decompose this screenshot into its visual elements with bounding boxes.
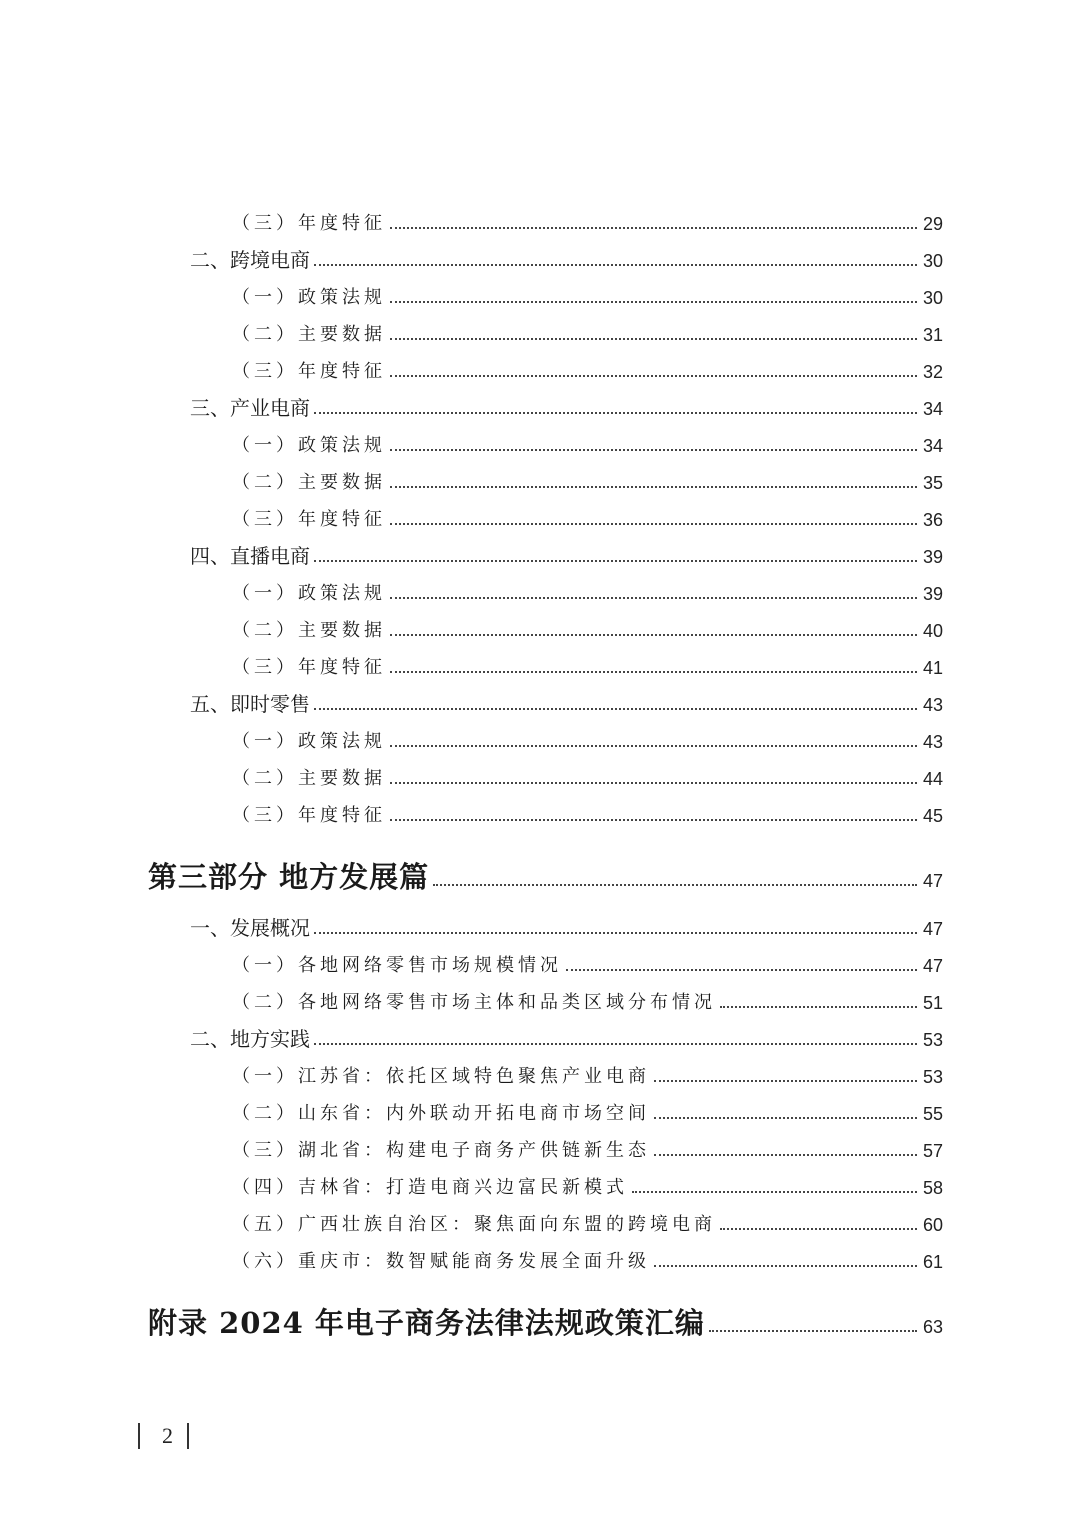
toc-entry-label: （四）吉林省：打造电商兴边富民新模式	[232, 1177, 628, 1198]
page-number: 2	[162, 1423, 173, 1448]
toc-dot-leader	[314, 412, 917, 414]
toc-subsection[interactable]	[232, 427, 943, 459]
toc-entry-page: 36	[922, 510, 943, 530]
toc-entry-label: （二）主要数据	[232, 768, 386, 789]
toc-entry-page: 35	[922, 473, 943, 493]
toc-dot-leader	[390, 597, 917, 599]
toc-dot-leader	[390, 227, 917, 229]
toc-entry-label: （二）主要数据	[232, 472, 386, 493]
toc-entry-page: 63	[922, 1317, 943, 1337]
toc-entry-label: （三）年度特征	[232, 509, 386, 530]
toc-part-heading[interactable]	[148, 852, 943, 896]
toc-subsection[interactable]	[232, 1058, 943, 1090]
toc-entry-page: 39	[922, 584, 943, 604]
toc-dot-leader	[314, 708, 917, 710]
toc-entry-label: （一）江苏省：依托区域特色聚焦产业电商	[232, 1066, 650, 1087]
toc-entry-page: 58	[922, 1178, 943, 1198]
toc-part-heading[interactable]	[148, 1298, 943, 1342]
toc-subsection[interactable]	[232, 575, 943, 607]
toc-subsection[interactable]	[232, 984, 943, 1016]
toc-subsection[interactable]	[232, 279, 943, 311]
toc-entry-page: 34	[922, 436, 943, 456]
toc-section[interactable]	[190, 242, 943, 274]
toc-entry-label: （五）广西壮族自治区：聚焦面向东盟的跨境电商	[232, 1214, 716, 1235]
toc-subsection[interactable]	[232, 464, 943, 496]
toc-subsection[interactable]	[232, 1132, 943, 1164]
toc-entry-label: （三）湖北省：构建电子商务产供链新生态	[232, 1140, 650, 1161]
toc-dot-leader	[314, 264, 917, 266]
toc-entry-page: 53	[922, 1030, 943, 1050]
toc-dot-leader	[390, 782, 917, 784]
toc-dot-leader	[314, 932, 917, 934]
toc-dot-leader	[314, 560, 917, 562]
toc-entry-label: 附录 2024 年电子商务法律法规政策汇编	[148, 1306, 705, 1340]
toc-entry-label: 四、直播电商	[190, 544, 310, 568]
toc-subsection[interactable]	[232, 1206, 943, 1238]
toc-subsection[interactable]	[232, 1095, 943, 1127]
toc-dot-leader	[566, 969, 917, 971]
toc-subsection[interactable]	[232, 501, 943, 533]
toc-subsection[interactable]	[232, 760, 943, 792]
toc-entry-label: （一）政策法规	[232, 435, 386, 456]
toc-entry-page: 43	[922, 695, 943, 715]
toc-dot-leader	[654, 1117, 917, 1119]
toc-entry-label: 第三部分 地方发展篇	[148, 860, 430, 894]
toc-subsection[interactable]	[232, 1169, 943, 1201]
footer-right-bar	[187, 1423, 189, 1449]
toc-entry-page: 55	[922, 1104, 943, 1124]
toc-entry-page: 32	[922, 362, 943, 382]
toc-dot-leader	[390, 338, 917, 340]
toc-entry-label: （二）主要数据	[232, 324, 386, 345]
toc-entry-page: 29	[922, 214, 943, 234]
toc-entry-label: （六）重庆市：数智赋能商务发展全面升级	[232, 1251, 650, 1272]
toc-entry-page: 43	[922, 732, 943, 752]
toc-subsection[interactable]	[232, 1243, 943, 1275]
toc-dot-leader	[314, 1043, 917, 1045]
toc-dot-leader	[720, 1228, 917, 1230]
toc-dot-leader	[390, 523, 917, 525]
toc-entry-page: 57	[922, 1141, 943, 1161]
toc-entry-page: 60	[922, 1215, 943, 1235]
toc-dot-leader	[390, 486, 917, 488]
toc-dot-leader	[433, 884, 917, 886]
toc-entry-label: （二）各地网络零售市场主体和品类区域分布情况	[232, 992, 716, 1013]
toc-dot-leader	[390, 301, 917, 303]
toc-dot-leader	[390, 745, 917, 747]
toc-dot-leader	[654, 1154, 917, 1156]
toc-dot-leader	[390, 375, 917, 377]
toc-entry-label: （三）年度特征	[232, 213, 386, 234]
toc-entry-page: 61	[922, 1252, 943, 1272]
toc-subsection[interactable]	[232, 723, 943, 755]
toc-entry-label: （三）年度特征	[232, 657, 386, 678]
toc-section[interactable]	[190, 910, 943, 942]
toc-subsection[interactable]	[232, 353, 943, 385]
toc-dot-leader	[720, 1006, 917, 1008]
toc-entry-label: （三）年度特征	[232, 361, 386, 382]
toc-entry-label: 一、发展概况	[190, 916, 310, 940]
toc-entry-page: 30	[922, 288, 943, 308]
toc-dot-leader	[709, 1330, 917, 1332]
toc-subsection[interactable]	[232, 205, 943, 237]
toc-entry-page: 51	[922, 993, 943, 1013]
toc-entry-page: 40	[922, 621, 943, 641]
toc-section[interactable]	[190, 390, 943, 422]
toc-entry-label: 二、跨境电商	[190, 248, 310, 272]
toc-entry-label: （一）各地网络零售市场规模情况	[232, 955, 562, 976]
toc-entry-label: （一）政策法规	[232, 583, 386, 604]
toc-section[interactable]	[190, 1021, 943, 1053]
toc-entry-page: 31	[922, 325, 943, 345]
toc-entry-label: （二）山东省：内外联动开拓电商市场空间	[232, 1103, 650, 1124]
toc-dot-leader	[390, 634, 917, 636]
toc-entry-page: 30	[922, 251, 943, 271]
toc-dot-leader	[654, 1265, 917, 1267]
toc-section[interactable]	[190, 686, 943, 718]
toc-entry-label: （一）政策法规	[232, 731, 386, 752]
toc-section[interactable]	[190, 538, 943, 570]
toc-dot-leader	[632, 1191, 917, 1193]
toc-entry-page: 41	[922, 658, 943, 678]
toc-subsection[interactable]	[232, 797, 943, 829]
toc-entry-label: （一）政策法规	[232, 287, 386, 308]
toc-entry-label: （二）主要数据	[232, 620, 386, 641]
toc-dot-leader	[654, 1080, 917, 1082]
toc-entry-page: 47	[922, 871, 943, 891]
toc-entry-page: 45	[922, 806, 943, 826]
toc-entry-page: 39	[922, 547, 943, 567]
toc-subsection[interactable]	[232, 649, 943, 681]
toc-entry-label: 三、产业电商	[190, 396, 310, 420]
toc-subsection[interactable]	[232, 316, 943, 348]
toc-entry-page: 44	[922, 769, 943, 789]
page-footer	[138, 1420, 189, 1452]
toc-entry-page: 53	[922, 1067, 943, 1087]
toc-subsection[interactable]	[232, 947, 943, 979]
toc-entry-page: 34	[922, 399, 943, 419]
toc-entry-page: 47	[922, 956, 943, 976]
toc-dot-leader	[390, 671, 917, 673]
toc-dot-leader	[390, 449, 917, 451]
toc-entry-label: 二、地方实践	[190, 1027, 310, 1051]
toc-subsection[interactable]	[232, 612, 943, 644]
toc-entry-label: 五、即时零售	[190, 692, 310, 716]
toc-entry-page: 47	[922, 919, 943, 939]
toc-dot-leader	[390, 819, 917, 821]
toc-entry-label: （三）年度特征	[232, 805, 386, 826]
